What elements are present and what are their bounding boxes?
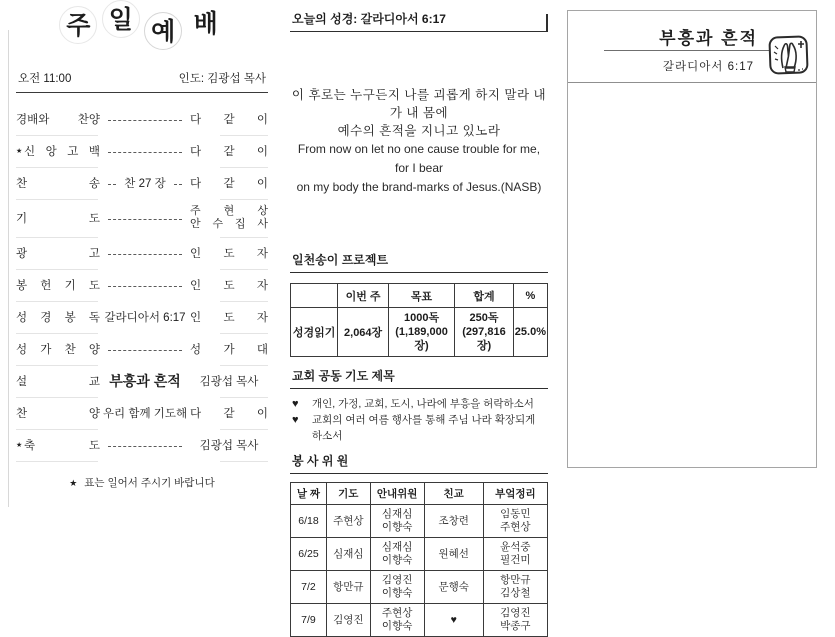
prayer-item xyxy=(292,412,548,444)
dash-line xyxy=(108,120,182,121)
prayer-person: 주 현 상 xyxy=(190,205,268,217)
table-row xyxy=(291,538,548,571)
cell-kitchen: 윤석중 필건미 xyxy=(483,538,547,571)
col-kitchen: 부엌정리 xyxy=(483,483,547,505)
cell-date: 7/9 xyxy=(291,604,327,637)
col-total: 합계 xyxy=(455,284,514,308)
table-header-row xyxy=(291,483,548,505)
item-label: 광 고 xyxy=(16,248,100,260)
item-center: 찬 27 장 xyxy=(124,178,166,190)
empty-header-cell xyxy=(291,284,338,308)
service-item-creed xyxy=(16,135,268,167)
item-right: 인 도 자 xyxy=(190,248,268,260)
table-row xyxy=(291,604,548,637)
heart-icon: ♥ xyxy=(292,414,299,426)
service-leader: 인도: 김광섭 목사 xyxy=(178,73,266,85)
verse-block xyxy=(290,86,548,197)
sermon-scripture-ref: 갈라디아서 6:17 xyxy=(662,61,754,73)
cell-ushers: 심재심 이향숙 xyxy=(370,505,424,538)
standing-footnote xyxy=(16,475,268,490)
item-label: 성 경 봉 독 xyxy=(16,312,100,324)
service-item-sermon xyxy=(16,365,268,397)
goal-value: 1000독 (1,189,000장) xyxy=(388,308,454,357)
dash-line xyxy=(174,184,182,185)
title-char-4: 배 xyxy=(193,10,218,38)
title-char-2: 일 xyxy=(102,0,140,38)
service-item-benediction xyxy=(16,429,268,461)
verse-english-line2: on my body the brand-marks of Jesus.(NASB) xyxy=(296,180,542,194)
item-right xyxy=(190,205,268,231)
item-center: 갈라디아서 6:17 xyxy=(104,312,186,324)
service-item-song xyxy=(16,397,268,429)
title-char-1: 주 xyxy=(59,6,97,44)
cell-ushers: 주현상 이향숙 xyxy=(370,604,424,637)
bible-project-section xyxy=(290,249,548,357)
cell-prayer: 주현상 xyxy=(326,505,370,538)
table-row xyxy=(291,308,548,357)
cell-prayer: 심재심 xyxy=(326,538,370,571)
service-item-prayer xyxy=(16,199,268,237)
total-value: 250독 (297,816장) xyxy=(455,308,514,357)
prayer-section-title: 교회 공동 기도 제목 xyxy=(290,365,548,389)
page-fold-line xyxy=(8,30,9,507)
prayer-text: 교회의 여러 여름 행사를 통해 주님 나라 확장되게 하소서 xyxy=(312,414,536,442)
item-right: 성 가 대 xyxy=(190,344,268,356)
dash-line xyxy=(108,152,182,153)
dash-line xyxy=(108,350,182,351)
star-icon: ★ xyxy=(69,478,78,488)
col-this-week: 이번 주 xyxy=(338,284,389,308)
item-label: 봉 헌 기 도 xyxy=(16,280,100,292)
cell-ushers: 심재심 이향숙 xyxy=(370,538,424,571)
item-right: 다 같 이 xyxy=(190,146,268,158)
service-item-announcements xyxy=(16,237,268,269)
item-label: 기 도 xyxy=(16,213,100,225)
percent-value: 25.0% xyxy=(513,308,547,357)
cell-kitchen: 임동민 주현상 xyxy=(483,505,547,538)
col-prayer: 기도 xyxy=(326,483,370,505)
verse-korean-line2: 예수의 흔적을 지니고 있노라 xyxy=(337,124,501,138)
title-underline xyxy=(604,50,770,51)
item-right: 인 도 자 xyxy=(190,280,268,292)
item-label: 축 도 xyxy=(24,440,100,452)
prayer-item xyxy=(292,396,548,412)
cell-fellowship: 원혜선 xyxy=(424,538,483,571)
worship-title xyxy=(16,8,268,64)
table-row xyxy=(291,571,548,604)
dash-line xyxy=(108,286,182,287)
item-label: 설 교 xyxy=(16,376,100,388)
middle-column xyxy=(290,8,548,637)
cell-kitchen: 김영진 박종구 xyxy=(483,604,547,637)
cell-kitchen: 항만규 김상철 xyxy=(483,571,547,604)
cell-date: 6/18 xyxy=(291,505,327,538)
worship-order-column xyxy=(16,4,268,490)
prayer-topics-section xyxy=(290,365,548,444)
table-header-row xyxy=(291,284,548,308)
cell-prayer: 김영진 xyxy=(326,604,370,637)
service-item-choir xyxy=(16,333,268,365)
item-right: 다 같 이 xyxy=(190,408,268,420)
bible-reading-table xyxy=(290,283,548,357)
dash-line xyxy=(108,254,182,255)
item-center: 우리 함께 기도해 xyxy=(102,408,188,420)
table-row xyxy=(291,505,548,538)
service-time: 오전 11:00 xyxy=(18,73,72,85)
blank-notes-area xyxy=(568,83,816,467)
item-label: 찬 양 xyxy=(16,408,100,420)
sermon-notes-panel xyxy=(567,10,817,468)
title-char-3: 예 xyxy=(144,12,182,50)
item-label: 경배와 찬양 xyxy=(16,114,100,126)
prayer-person-title: 안 수 집 사 xyxy=(190,218,268,230)
prayer-text: 개인, 가정, 교회, 도시, 나라에 부흥을 허락하소서 xyxy=(312,398,534,410)
stand-star-icon: ★ xyxy=(16,148,23,155)
item-right: 다 같 이 xyxy=(190,114,268,126)
prayer-list xyxy=(292,396,548,444)
volunteers-table xyxy=(290,482,548,637)
item-right: 인 도 자 xyxy=(190,312,268,324)
todays-scripture-header xyxy=(290,8,548,32)
col-percent: % xyxy=(513,284,547,308)
item-right: 김광섭 목사 xyxy=(199,376,259,388)
col-fellowship: 친교 xyxy=(424,483,483,505)
sermon-title: 부흥과 흔적 xyxy=(109,373,181,389)
dash-line xyxy=(108,446,182,447)
cell-ushers: 김영진 이향숙 xyxy=(370,571,424,604)
item-right: 다 같 이 xyxy=(190,178,268,190)
dash-line xyxy=(108,219,182,220)
heart-icon: ♥ xyxy=(292,398,299,410)
project-section-title: 일천송이 프로젝트 xyxy=(290,249,548,273)
sermon-notes-title: 부흥과 흔적 xyxy=(659,29,758,48)
cell-prayer: 항만규 xyxy=(326,571,370,604)
col-ushers: 안내위원 xyxy=(370,483,424,505)
cell-date: 7/2 xyxy=(291,571,327,604)
item-label: 신 앙 고 백 xyxy=(24,146,100,158)
verse-english-line1: From now on let no one cause trouble for me, for I bear xyxy=(297,142,541,175)
week-value: 2,064장 xyxy=(338,308,389,357)
cell-fellowship-heart: ♥ xyxy=(424,604,483,637)
service-item-praise xyxy=(16,103,268,135)
cell-fellowship: 조창련 xyxy=(424,505,483,538)
todays-scripture-text: 오늘의 성경: 갈라디아서 6:17 xyxy=(292,12,446,26)
praying-hands-stamp-icon xyxy=(767,32,811,78)
service-item-offering-prayer xyxy=(16,269,268,301)
service-item-hymn xyxy=(16,167,268,199)
footnote-text: 표는 일어서 주시기 바랍니다 xyxy=(84,477,215,489)
item-label: 성 가 찬 양 xyxy=(16,344,100,356)
volunteers-section-title: 봉 사 위 원 xyxy=(290,450,548,474)
col-goal: 목표 xyxy=(388,284,454,308)
cell-date: 6/25 xyxy=(291,538,327,571)
volunteers-section xyxy=(290,450,548,637)
stand-star-icon: ★ xyxy=(16,442,23,449)
item-label: 찬 송 xyxy=(16,178,100,190)
row-label-bible-reading: 성경읽기 xyxy=(291,308,338,357)
service-time-row xyxy=(16,70,268,93)
dash-line xyxy=(108,184,116,185)
item-right: 김광섭 목사 xyxy=(199,440,259,452)
verse-korean-line1: 이 후로는 누구든지 나를 괴롭게 하지 말라 내가 내 몸에 xyxy=(291,88,547,120)
cell-fellowship: 문행숙 xyxy=(424,571,483,604)
col-date: 날 짜 xyxy=(291,483,327,505)
order-of-service-list xyxy=(16,103,268,461)
service-item-scripture-reading xyxy=(16,301,268,333)
